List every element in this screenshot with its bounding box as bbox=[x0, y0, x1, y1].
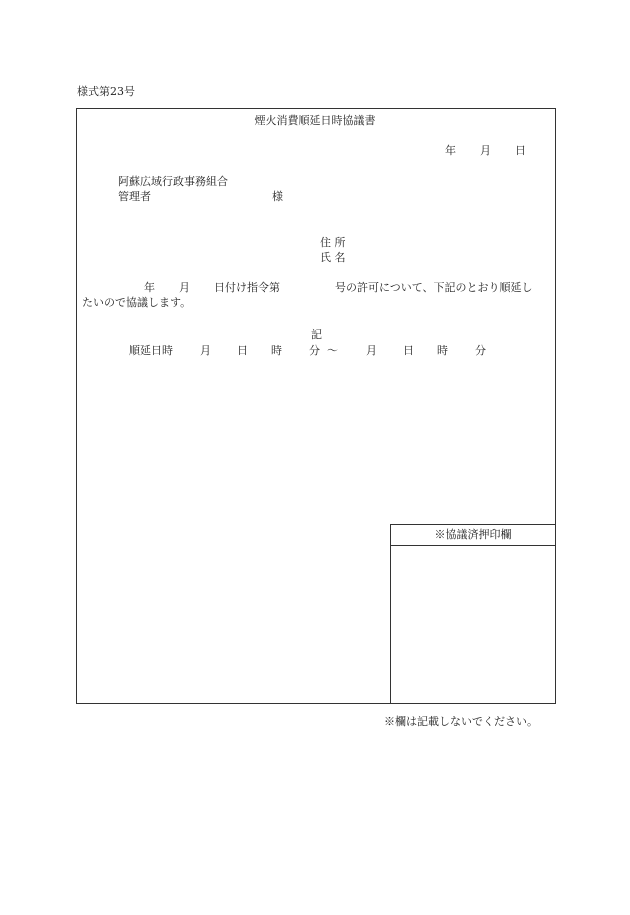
addressee-role: 管理者 bbox=[118, 190, 151, 203]
stamp-column-header: ※協議済押印欄 bbox=[391, 525, 555, 546]
document-title: 煙火消費順延日時協議書 bbox=[254, 114, 376, 127]
applicant-name-label: 氏 名 bbox=[320, 251, 346, 264]
body-text-line2: たいので協議します。 bbox=[82, 296, 192, 309]
addressee-organization: 阿蘇広域行政事務組合 bbox=[118, 175, 228, 188]
record-from-hour: 時 bbox=[271, 344, 282, 357]
footnote: ※欄は記載しないでください。 bbox=[384, 715, 538, 728]
date-day: 日 bbox=[515, 144, 526, 157]
applicant-address-label: 住 所 bbox=[320, 236, 346, 249]
record-to-month: 月 bbox=[366, 344, 377, 357]
form-number: 様式第23号 bbox=[77, 85, 135, 98]
record-from-minute: 分 bbox=[309, 344, 320, 357]
body-designation: 日付け指令第 bbox=[214, 281, 280, 294]
record-from-month: 月 bbox=[200, 344, 211, 357]
body-year: 年 bbox=[144, 281, 155, 294]
body-text-line1: 号の許可について、下記のとおり順延し bbox=[335, 281, 533, 294]
addressee-honorific: 様 bbox=[272, 190, 283, 203]
date-year: 年 bbox=[445, 144, 456, 157]
record-label: 順延日時 bbox=[129, 344, 173, 357]
body-month: 月 bbox=[179, 281, 190, 294]
record-separator: ～ bbox=[327, 344, 338, 357]
record-to-day: 日 bbox=[403, 344, 414, 357]
record-to-minute: 分 bbox=[475, 344, 486, 357]
stamp-column bbox=[390, 524, 556, 704]
record-heading: 記 bbox=[311, 328, 322, 341]
record-to-hour: 時 bbox=[437, 344, 448, 357]
date-month: 月 bbox=[480, 144, 491, 157]
record-from-day: 日 bbox=[237, 344, 248, 357]
